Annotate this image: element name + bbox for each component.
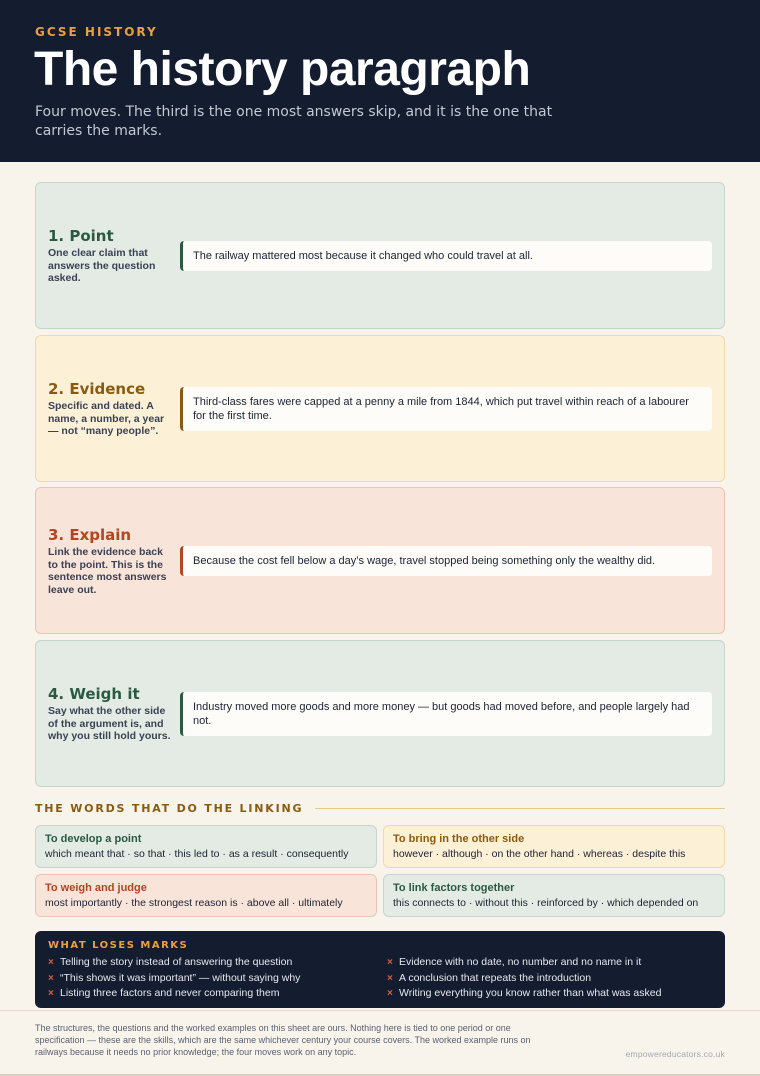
step-title: 4. Weigh it (48, 685, 140, 704)
step-description: Specific and dated. A name, a number, a year — not “many people”. (48, 400, 165, 438)
list-item-text: Listing three factors and never comparing them (60, 987, 280, 999)
step-card-evidence (35, 335, 725, 482)
step-label-block (48, 336, 174, 481)
linking-card-title: To weigh and judge (45, 882, 147, 894)
linking-card-develop (35, 825, 377, 868)
page-title: The history paragraph (34, 43, 531, 96)
footer-note: The structures, the questions and the worked examples on this sheet are ours. Nothing here is tied to one period or one specification — these are the skills, which are the same whichever century your course covers. The worked example runs on railways because it needs no prior knowledge; the four moves work on any topic. (35, 1023, 531, 1057)
cross-icon: × (387, 988, 393, 999)
linking-card-words: however · although · on the other hand · whereas · despite this (393, 848, 686, 860)
linking-card-other-side (383, 825, 725, 868)
linking-card-title: To bring in the other side (393, 833, 525, 845)
step-label-block (48, 641, 174, 786)
list-item (387, 986, 717, 1002)
list-item (48, 971, 378, 987)
step-example: Industry moved more goods and more money — but goods had moved before, and people largely had not. (180, 692, 712, 736)
linking-card-title: To link factors together (393, 882, 515, 894)
list-item (387, 955, 717, 971)
step-description: One clear claim that answers the question asked. (48, 247, 156, 285)
list-item (48, 986, 378, 1002)
eyebrow-label: GCSE HISTORY (35, 25, 158, 39)
step-example: The railway mattered most because it changed who could travel at all. (180, 241, 712, 271)
loses-marks-list-right (387, 955, 717, 1002)
step-title: 2. Evidence (48, 380, 146, 399)
step-label-block (48, 183, 174, 328)
cross-icon: × (387, 957, 393, 968)
loses-marks-list-left (48, 955, 378, 1002)
list-item-text: Telling the story instead of answering the question (60, 956, 293, 968)
list-item (387, 971, 717, 987)
loses-marks-heading: WHAT LOSES MARKS (48, 940, 189, 951)
linking-heading-text: THE WORDS THAT DO THE LINKING (35, 802, 304, 815)
step-title: 3. Explain (48, 526, 132, 544)
step-description: Say what the other side of the argument is, and why you still hold yours. (48, 705, 171, 743)
linking-section-heading (35, 802, 725, 815)
cross-icon: × (48, 972, 54, 984)
linking-card-title: To develop a point (45, 833, 142, 845)
list-item-text: Writing everything you know rather than what was asked (399, 987, 662, 999)
list-item-text: “This shows it was important” — without saying why (60, 971, 301, 984)
header-banner (0, 0, 760, 162)
linking-card-words: most importantly · the strongest reason is · above all · ultimately (45, 897, 343, 909)
step-title: 1. Point (48, 227, 114, 246)
list-item-text: A conclusion that repeats the introduction (399, 971, 592, 984)
list-item (48, 955, 378, 971)
linking-card-words: this connects to · without this · reinforced by · which depended on (393, 897, 699, 909)
linking-card-weigh (35, 874, 377, 917)
cross-icon: × (48, 988, 54, 999)
step-card-weigh-it (35, 640, 725, 787)
page-subtitle: Four moves. The third is the one most answers skip, and it is the one that carries the marks. (35, 104, 553, 139)
step-example: Third-class fares were capped at a penny a mile from 1844, which put travel within reach of a labourer for the first time. (180, 387, 712, 431)
list-item-text: Evidence with no date, no number and no name in it (399, 956, 642, 968)
linking-card-link-factors (383, 874, 725, 917)
linking-card-words: which meant that · so that · this led to · as a result · consequently (45, 848, 349, 860)
footer-url: empowereducators.co.uk (625, 1049, 725, 1059)
loses-marks-panel (35, 931, 725, 1008)
footer-divider (0, 1010, 760, 1011)
step-example: Because the cost fell below a day’s wage, travel stopped being something only the wealthy did. (180, 546, 712, 576)
cross-icon: × (387, 972, 393, 984)
heading-divider (315, 808, 725, 809)
step-description: Link the evidence back to the point. This is the sentence most answers leave out. (48, 546, 167, 596)
cross-icon: × (48, 957, 54, 968)
step-label-block (48, 488, 174, 633)
step-card-explain (35, 487, 725, 634)
step-card-point (35, 182, 725, 329)
